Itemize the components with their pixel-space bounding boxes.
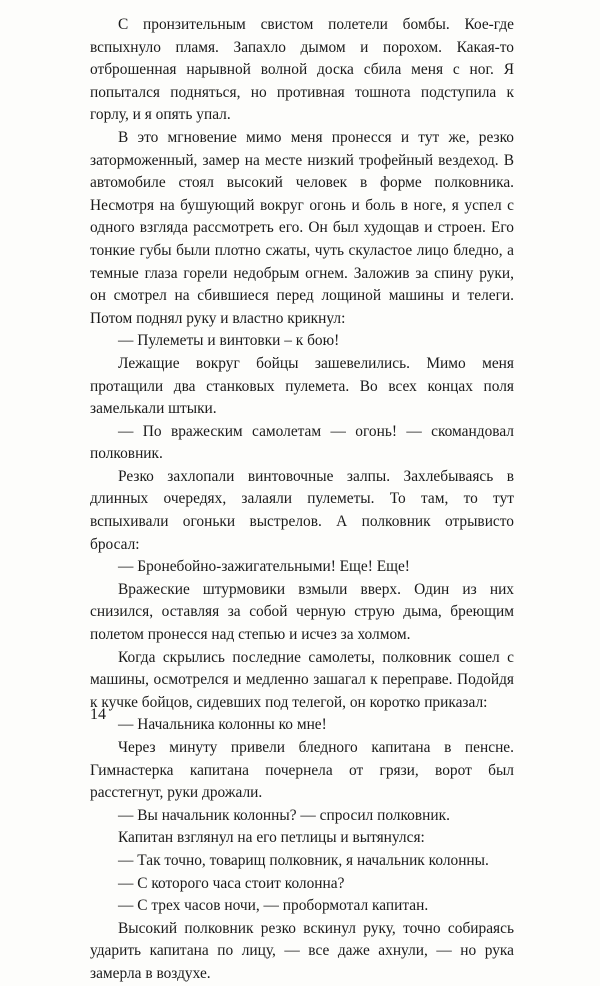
paragraph-since-three: — С трех часов ночи, — пробормотал капитан. — [118, 897, 429, 915]
paragraph-yes-sir: — Так точно, товарищ полковник, я начальник колонны. — [118, 851, 489, 869]
paragraph-fire-at-planes: — По вражеским самолетам — огонь! — скомандовал полковник. — [90, 422, 514, 463]
paragraph-since-when: — С которого часа стоит колонна? — [118, 874, 345, 892]
paragraph-armor-piercing: — Бронебойно-зажигательными! Еще! Еще! — [118, 558, 410, 576]
paragraph-soldiers-stir: Лежащие вокруг бойцы зашевелились. Мимо меня протащили два станковых пулемета. Во всех концах поля замелькали штыки. — [90, 354, 514, 418]
page-number: 14 — [90, 706, 106, 723]
paragraph-volleys: Резко захлопали винтовочные залпы. Захлебываясь в длинных очередях, залаяли пулеметы. То там, то тут вспыхивали огоньки выстрелов. А полковник отрывисто бросал: — [90, 467, 514, 553]
paragraph-command-to-battle: — Пулеметы и винтовки – к бою! — [118, 332, 340, 350]
paragraph-stormtroopers: Вражеские штурмовики взмыли вверх. Один из них снизился, оставляя за собой черную струю дыма, бреющим полетом пронесся над степью и исчез за холмом. — [90, 580, 514, 644]
paragraph-call-commander: — Начальника колонны ко мне! — [118, 716, 327, 734]
page-body — [90, 14, 514, 986]
paragraph-captain-stands: Капитан взглянул на его петлицы и вытянулся: — [118, 829, 425, 847]
paragraph-colonel-walks: Когда скрылись последние самолеты, полковник сошел с машины, осмотрелся и медленно зашагал к переправе. Подойдя к кучке бойцов, сидевших под телегой, он коротко приказал: — [90, 648, 514, 711]
paragraph-bombs: С пронзительным свистом полетели бомбы. Кое-где вспыхнуло пламя. Запахло дымом и порохом. Какая-то отброшенная нарывной волной доска сбила меня с ног. Я попытался подняться, но противная тошнота подступила к горлу, и я опять упал. — [90, 16, 514, 124]
paragraph-captain-brought: Через минуту привели бледного капитана в пенсне. Гимнастерка капитана почернела от грязи, ворот был расстегнут, руки дрожали. — [90, 739, 514, 802]
paragraph-colonel-arrives: В это мгновение мимо меня пронесся и тут же, резко заторможенный, замер на месте низкий трофейный вездеход. В автомобиле стоял высокий человек в форме полковника. Несмотря на бушующий вокруг огонь и боль в ноге, я успел с одного взгляда рассмотреть его. Он был худощав и строен. Его тонкие губы были плотно сжаты, чуть скуластое лицо бледно, а темные глаза горели недобрым огнем. Заложив за спину руки, он смотрел на сбившиеся перед лощиной машины и телеги. Потом поднял руку и властно крикнул: — [90, 128, 514, 327]
paragraph-question-commander: — Вы начальник колонны? — спросил полковник. — [118, 806, 450, 824]
paragraph-raised-hand: Высокий полковник резко вскинул руку, точно собираясь ударить капитана по лицу, — все даже ахнули, — но рука замерла в воздухе. — [90, 919, 514, 982]
